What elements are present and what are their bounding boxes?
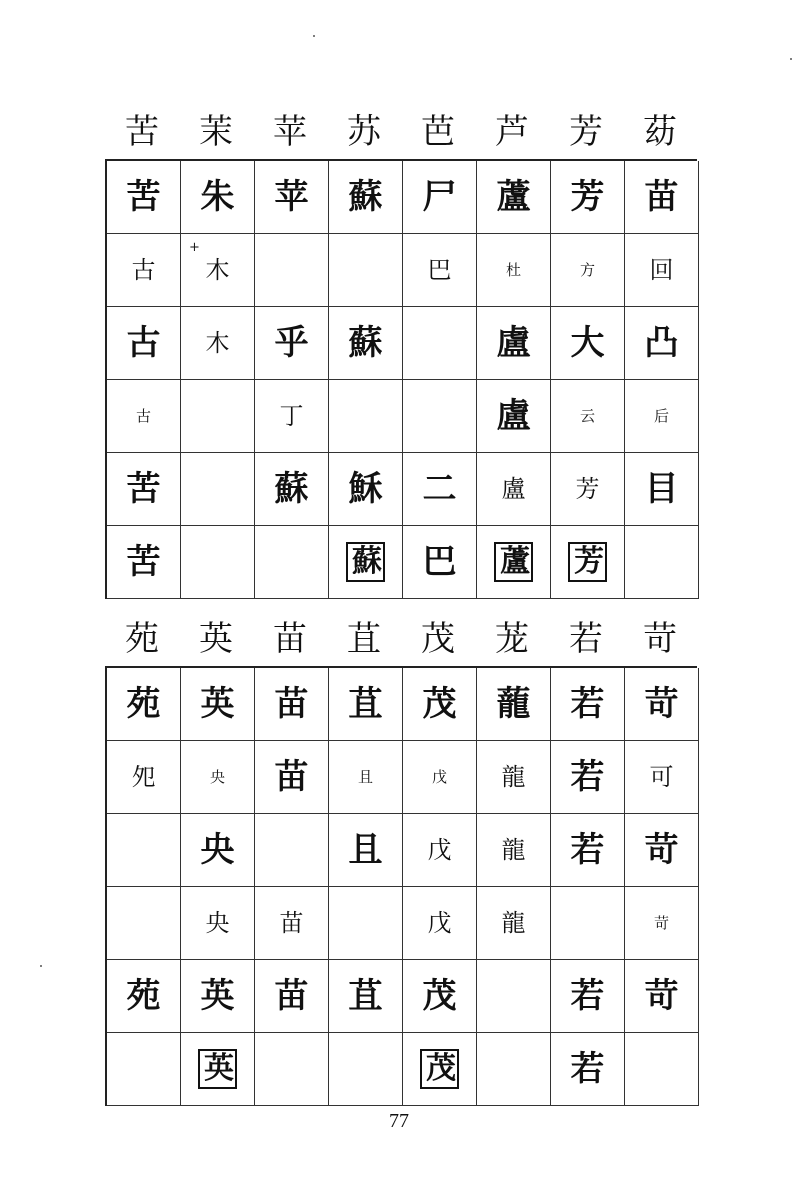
ancient-glyph: 乎 xyxy=(274,323,309,363)
plus-mark: + xyxy=(189,240,200,255)
glyph-cell xyxy=(477,161,551,234)
glyph-cell xyxy=(329,161,403,234)
ancient-glyph: 朱 xyxy=(200,177,235,217)
glyph-cell xyxy=(329,307,403,380)
glyph-cell xyxy=(403,887,477,960)
glyph-cell xyxy=(107,741,181,814)
glyph-cell xyxy=(403,960,477,1033)
ancient-glyph: 回 xyxy=(649,256,674,284)
ancient-glyph: 古 xyxy=(126,323,161,363)
ancient-glyph: 凸 xyxy=(644,323,679,363)
ancient-glyph: 若 xyxy=(570,1049,605,1089)
glyph-cell xyxy=(255,887,329,960)
page-number: 77 xyxy=(389,1110,409,1132)
glyph-cell xyxy=(403,1033,477,1106)
header-char: 若 xyxy=(569,619,603,659)
ancient-glyph: 巴 xyxy=(422,542,457,582)
glyph-cell xyxy=(625,1033,699,1106)
glyph-cell xyxy=(551,307,625,380)
glyph-cell xyxy=(403,741,477,814)
ancient-glyph: 可 xyxy=(649,763,674,791)
glyph-cell xyxy=(329,380,403,453)
glyph-cell xyxy=(107,161,181,234)
header-char: 芭 xyxy=(421,112,455,152)
glyph-cell xyxy=(255,741,329,814)
glyph-cell xyxy=(551,668,625,741)
glyph-cell xyxy=(255,668,329,741)
header-row xyxy=(105,612,697,666)
glyph-cell xyxy=(477,668,551,741)
header-char: 芦 xyxy=(495,112,529,152)
glyph-cell xyxy=(181,741,255,814)
ancient-glyph: 央 xyxy=(205,909,230,937)
glyph-cell xyxy=(477,526,551,599)
glyph-cell xyxy=(107,1033,181,1106)
ancient-glyph: 英 xyxy=(200,976,235,1016)
header-char: 苭 xyxy=(643,112,677,152)
ancient-glyph: 苗 xyxy=(644,177,679,217)
ancient-glyph: 二 xyxy=(422,469,457,509)
ancient-glyph: 苴 xyxy=(348,976,383,1016)
glyph-cell xyxy=(181,307,255,380)
character-table-top xyxy=(105,105,697,599)
header-char: 苴 xyxy=(347,619,381,659)
seal-glyph: 芳 xyxy=(568,542,607,582)
glyph-cell xyxy=(107,668,181,741)
ancient-glyph: 龍 xyxy=(501,836,526,864)
ancient-glyph: 若 xyxy=(570,830,605,870)
ancient-glyph: 后 xyxy=(653,406,669,425)
ancient-glyph: 苑 xyxy=(126,684,161,724)
ancient-glyph: 苦 xyxy=(126,177,161,217)
ancient-glyph: 尸 xyxy=(422,177,457,217)
glyph-cell xyxy=(477,234,551,307)
ancient-glyph: 苛 xyxy=(644,976,679,1016)
glyph-cell xyxy=(255,814,329,887)
ancient-glyph: 木 xyxy=(205,256,230,284)
glyph-cell xyxy=(477,1033,551,1106)
glyph-cell xyxy=(181,960,255,1033)
ancient-glyph: 龍 xyxy=(501,909,526,937)
header-char: 苑 xyxy=(125,619,159,659)
glyph-cell xyxy=(477,814,551,887)
glyph-cell xyxy=(403,814,477,887)
glyph-cell xyxy=(625,453,699,526)
scan-speck xyxy=(790,58,792,60)
glyph-cell xyxy=(107,380,181,453)
ancient-glyph: 苛 xyxy=(653,913,669,932)
glyph-cell xyxy=(255,307,329,380)
ancient-glyph: 蘇 xyxy=(348,323,383,363)
ancient-glyph: 且 xyxy=(357,767,373,786)
glyph-cell xyxy=(551,1033,625,1106)
glyph-cell xyxy=(107,887,181,960)
ancient-glyph: 蘆 xyxy=(496,177,531,217)
ancient-glyph: 苗 xyxy=(274,757,309,797)
glyph-cell xyxy=(625,814,699,887)
glyph-cell xyxy=(329,234,403,307)
ancient-glyph: 苛 xyxy=(644,684,679,724)
glyph-cell xyxy=(329,960,403,1033)
ancient-glyph: 木 xyxy=(205,329,230,357)
glyph-cell xyxy=(255,1033,329,1106)
header-char: 英 xyxy=(199,619,233,659)
glyph-cell xyxy=(477,887,551,960)
ancient-glyph: 目 xyxy=(644,469,679,509)
glyph-cell xyxy=(403,668,477,741)
glyph-cell xyxy=(403,453,477,526)
seal-glyph: 蘆 xyxy=(494,542,533,582)
glyph-cell xyxy=(181,887,255,960)
header-char: 芳 xyxy=(569,112,603,152)
glyph-cell xyxy=(625,161,699,234)
glyph-grid xyxy=(105,666,697,1106)
ancient-glyph: 戊 xyxy=(427,836,452,864)
ancient-glyph: 穌 xyxy=(348,469,383,509)
glyph-cell xyxy=(477,307,551,380)
glyph-cell xyxy=(403,161,477,234)
ancient-glyph: 央 xyxy=(209,767,225,786)
header-char: 茉 xyxy=(199,112,233,152)
header-char: 苏 xyxy=(347,112,381,152)
glyph-cell xyxy=(403,234,477,307)
ancient-glyph: 苗 xyxy=(274,976,309,1016)
glyph-cell xyxy=(181,234,255,307)
glyph-cell xyxy=(107,960,181,1033)
glyph-cell xyxy=(329,1033,403,1106)
glyph-cell xyxy=(329,668,403,741)
glyph-cell xyxy=(181,161,255,234)
glyph-cell xyxy=(477,380,551,453)
header-char: 苦 xyxy=(125,112,159,152)
glyph-cell xyxy=(551,526,625,599)
glyph-cell xyxy=(551,960,625,1033)
glyph-cell xyxy=(477,960,551,1033)
ancient-glyph: 大 xyxy=(570,323,605,363)
ancient-glyph: 茂 xyxy=(422,976,457,1016)
glyph-cell xyxy=(255,380,329,453)
glyph-cell xyxy=(181,526,255,599)
ancient-glyph: 苑 xyxy=(126,976,161,1016)
ancient-glyph: 蘇 xyxy=(348,177,383,217)
scan-speck xyxy=(313,35,315,37)
ancient-glyph: 戊 xyxy=(431,767,447,786)
ancient-glyph: 若 xyxy=(570,684,605,724)
glyph-cell xyxy=(625,234,699,307)
ancient-glyph: 茂 xyxy=(422,684,457,724)
glyph-cell xyxy=(107,307,181,380)
glyph-cell xyxy=(107,453,181,526)
ancient-glyph: 丁 xyxy=(279,402,304,430)
glyph-cell xyxy=(107,814,181,887)
ancient-glyph: 苛 xyxy=(644,830,679,870)
ancient-glyph: 巴 xyxy=(427,256,452,284)
glyph-cell xyxy=(625,307,699,380)
ancient-glyph: 苦 xyxy=(126,542,161,582)
ancient-glyph: 盧 xyxy=(501,475,526,503)
glyph-cell xyxy=(181,668,255,741)
seal-glyph: 茂 xyxy=(420,1049,459,1089)
ancient-glyph: 方 xyxy=(579,260,595,279)
ancient-glyph: 夗 xyxy=(131,763,156,791)
glyph-cell xyxy=(551,887,625,960)
ancient-glyph: 苦 xyxy=(126,469,161,509)
glyph-cell xyxy=(625,741,699,814)
glyph-cell xyxy=(255,234,329,307)
ancient-glyph: 芳 xyxy=(575,475,600,503)
glyph-cell xyxy=(329,741,403,814)
ancient-glyph: 戊 xyxy=(427,909,452,937)
glyph-cell xyxy=(477,453,551,526)
ancient-glyph: 龍 xyxy=(501,763,526,791)
ancient-glyph: 苗 xyxy=(274,684,309,724)
glyph-cell xyxy=(255,453,329,526)
glyph-cell xyxy=(329,526,403,599)
glyph-cell xyxy=(181,453,255,526)
glyph-cell xyxy=(551,453,625,526)
glyph-cell xyxy=(625,668,699,741)
ancient-glyph: 蘢 xyxy=(496,684,531,724)
glyph-cell xyxy=(403,526,477,599)
header-row xyxy=(105,105,697,159)
header-char: 苹 xyxy=(273,112,307,152)
glyph-cell xyxy=(551,741,625,814)
ancient-glyph: 盧 xyxy=(496,323,531,363)
ancient-glyph: 云 xyxy=(579,406,595,425)
header-char: 茏 xyxy=(495,619,529,659)
header-char: 苗 xyxy=(273,619,307,659)
glyph-cell xyxy=(107,234,181,307)
glyph-cell xyxy=(329,453,403,526)
scan-speck xyxy=(40,965,42,967)
character-table-bottom xyxy=(105,612,697,1106)
glyph-cell xyxy=(477,741,551,814)
ancient-glyph: 芳 xyxy=(570,177,605,217)
glyph-cell xyxy=(255,960,329,1033)
ancient-glyph: 古 xyxy=(131,256,156,284)
glyph-cell xyxy=(107,526,181,599)
ancient-glyph: 且 xyxy=(348,830,383,870)
ancient-glyph: 苴 xyxy=(348,684,383,724)
glyph-cell xyxy=(329,887,403,960)
ancient-glyph: 若 xyxy=(570,757,605,797)
glyph-cell xyxy=(255,161,329,234)
glyph-cell xyxy=(403,380,477,453)
ancient-glyph: 古 xyxy=(135,406,151,425)
header-char: 苛 xyxy=(643,619,677,659)
ancient-glyph: 盧 xyxy=(496,396,531,436)
glyph-cell xyxy=(625,526,699,599)
ancient-glyph: 若 xyxy=(570,976,605,1016)
seal-glyph: 英 xyxy=(198,1049,237,1089)
ancient-glyph: 杜 xyxy=(505,260,521,279)
glyph-cell xyxy=(625,960,699,1033)
glyph-cell xyxy=(255,526,329,599)
glyph-cell xyxy=(625,380,699,453)
ancient-glyph: 苹 xyxy=(274,177,309,217)
glyph-cell xyxy=(181,1033,255,1106)
glyph-cell xyxy=(551,161,625,234)
ancient-glyph: 英 xyxy=(200,684,235,724)
glyph-cell xyxy=(403,307,477,380)
ancient-glyph: 苗 xyxy=(279,909,304,937)
glyph-cell xyxy=(329,814,403,887)
ancient-glyph: 蘇 xyxy=(274,469,309,509)
glyph-grid xyxy=(105,159,697,599)
glyph-cell xyxy=(551,814,625,887)
glyph-cell xyxy=(551,234,625,307)
glyph-cell xyxy=(625,887,699,960)
header-char: 茂 xyxy=(421,619,455,659)
ancient-glyph: 央 xyxy=(200,830,235,870)
glyph-cell xyxy=(551,380,625,453)
glyph-cell xyxy=(181,814,255,887)
glyph-cell xyxy=(181,380,255,453)
seal-glyph: 蘇 xyxy=(346,542,385,582)
